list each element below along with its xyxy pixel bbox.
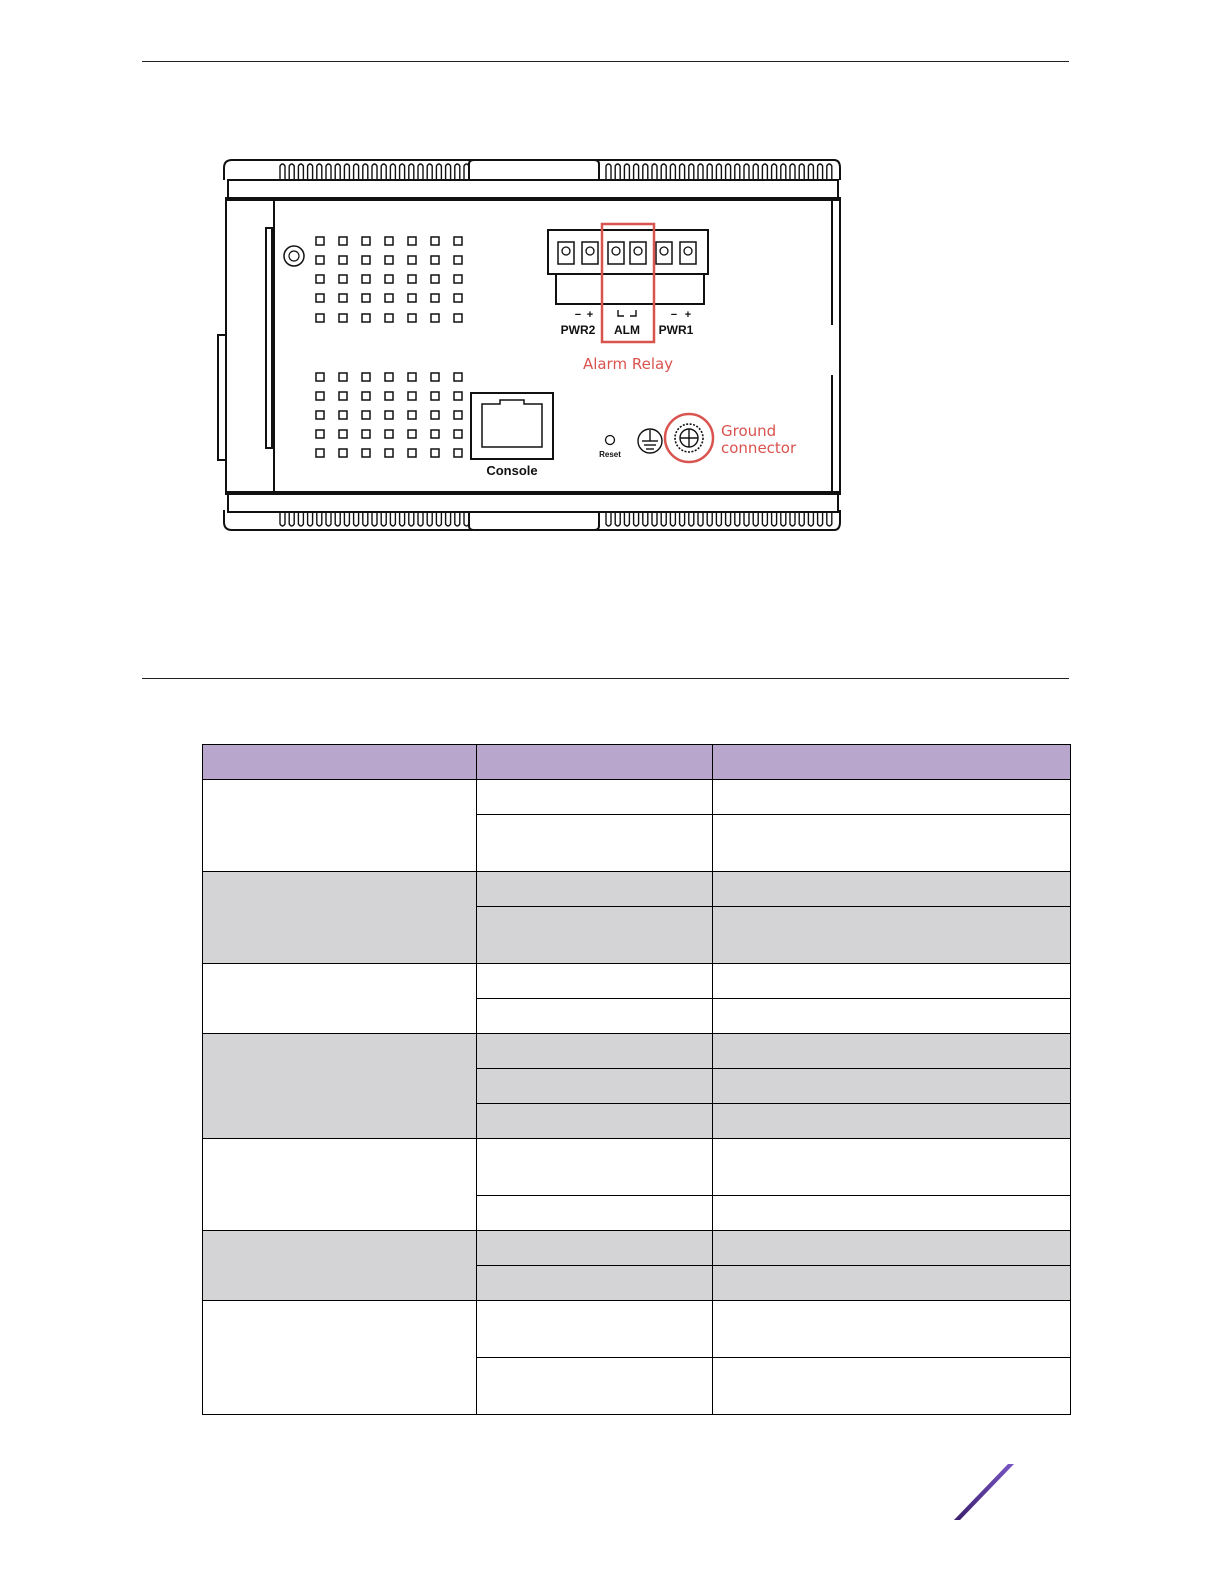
table-header-row (203, 745, 1071, 780)
vent-fin (455, 512, 460, 526)
vent-hole (362, 294, 370, 302)
brand-slash-logo-icon (950, 1462, 1016, 1522)
vent-fin (354, 164, 359, 180)
console-port-icon (471, 393, 553, 459)
vent-fin (390, 512, 395, 526)
vent-fin (744, 164, 749, 180)
vent-fin (400, 164, 405, 180)
vent-hole (316, 237, 324, 245)
vent-hole (454, 392, 462, 400)
vent-hole (454, 294, 462, 302)
ground-screw-icon (675, 424, 703, 452)
vent-fin (643, 512, 648, 526)
table-cell (713, 780, 1071, 815)
table-cell (203, 1231, 477, 1301)
vent-hole (431, 392, 439, 400)
pwr2-plus-sign: + (586, 309, 594, 321)
vent-fin (289, 512, 294, 526)
vent-fin (280, 164, 285, 180)
vent-hole (454, 449, 462, 457)
table-cell (477, 1358, 713, 1415)
vent-hole (316, 275, 324, 283)
vent-fin (317, 512, 322, 526)
vent-fin (455, 164, 460, 180)
vent-fin (698, 164, 703, 180)
vent-hole (362, 449, 370, 457)
vent-hole (431, 430, 439, 438)
table-cell (477, 1301, 713, 1358)
section-rule (142, 678, 1069, 679)
alarm-relay-callout: Alarm Relay (582, 355, 674, 373)
vent-fin (652, 164, 657, 180)
vent-fin (634, 512, 639, 526)
vent-fin (661, 512, 666, 526)
vent-hole (316, 411, 324, 419)
vent-hole (408, 449, 416, 457)
vent-fin (808, 512, 813, 526)
table-cell (477, 1196, 713, 1231)
vent-hole (431, 411, 439, 419)
vent-fin (446, 164, 451, 180)
vent-fin (308, 512, 313, 526)
vent-hole (454, 237, 462, 245)
vent-fin (372, 512, 377, 526)
vent-hole (408, 392, 416, 400)
vent-fin (818, 512, 823, 526)
vent-fin (363, 164, 368, 180)
table-header-cell (477, 745, 713, 780)
vent-hole (385, 256, 393, 264)
vent-fin (354, 512, 359, 526)
vent-fin (661, 164, 666, 180)
table-cell (477, 872, 713, 907)
table-cell (713, 815, 1071, 872)
vent-hole (316, 294, 324, 302)
table-cell (713, 1266, 1071, 1301)
terminal-screw-icon (562, 247, 570, 255)
alm-label: ALM (614, 323, 640, 337)
vent-hole (385, 411, 393, 419)
vent-fin (634, 164, 639, 180)
vent-hole (454, 373, 462, 381)
pwr2-label: PWR2 (560, 323, 596, 337)
vent-fin (716, 164, 721, 180)
vent-fin (689, 512, 694, 526)
vent-hole (431, 314, 439, 322)
table-cell (203, 872, 477, 964)
table-cell (713, 1301, 1071, 1358)
vent-fin (436, 164, 441, 180)
pwr1-label: PWR1 (658, 323, 694, 337)
terminal-screw-icon (612, 247, 620, 255)
vent-hole (454, 314, 462, 322)
vent-fin (753, 164, 758, 180)
header-rule (142, 61, 1069, 62)
vent-hole (385, 314, 393, 322)
terminal-slot (608, 242, 624, 264)
vent-hole (316, 430, 324, 438)
specification-table (202, 744, 1071, 1415)
vent-hole (339, 237, 347, 245)
table-cell (713, 1034, 1071, 1069)
terminal-slot (680, 242, 696, 264)
table-cell (203, 1034, 477, 1139)
ground-callout-line2: connector (721, 439, 797, 457)
vent-fin (372, 164, 377, 180)
vent-fin (381, 512, 386, 526)
vent-fin (726, 164, 731, 180)
vent-fin (409, 512, 414, 526)
vent-fin (624, 164, 629, 180)
table-row (203, 1034, 1071, 1069)
vent-hole (362, 275, 370, 283)
vent-hole (339, 411, 347, 419)
vent-hole (431, 373, 439, 381)
vent-fin (827, 512, 832, 526)
vent-hole (362, 256, 370, 264)
table-cell (477, 964, 713, 999)
terminal-slot (558, 242, 574, 264)
vent-hole (339, 314, 347, 322)
vent-fin (781, 512, 786, 526)
vent-hole (408, 256, 416, 264)
vent-hole (316, 449, 324, 457)
lower-vent-grid (316, 373, 462, 457)
vent-hole (316, 373, 324, 381)
table-cell (477, 1069, 713, 1104)
vent-fin (418, 164, 423, 180)
vent-hole (339, 449, 347, 457)
reset-button-icon (606, 436, 615, 445)
vent-fin (790, 512, 795, 526)
vent-fin (615, 512, 620, 526)
table-cell (477, 1034, 713, 1069)
vent-fin (400, 512, 405, 526)
table-cell (713, 1358, 1071, 1415)
terminal-block (548, 230, 708, 304)
vent-fin (344, 512, 349, 526)
vent-fin (418, 512, 423, 526)
vent-hole (385, 237, 393, 245)
vent-fin (427, 164, 432, 180)
table-cell (203, 780, 477, 872)
pwr1-plus-sign: + (684, 309, 692, 321)
vent-hole (408, 314, 416, 322)
vent-hole (385, 275, 393, 283)
vent-fin (652, 512, 657, 526)
vent-hole (362, 314, 370, 322)
vent-hole (454, 430, 462, 438)
table-cell (713, 907, 1071, 964)
vent-fin (680, 164, 685, 180)
vent-fin (781, 164, 786, 180)
vent-fin (436, 512, 441, 526)
vent-fin (790, 164, 795, 180)
vent-hole (339, 256, 347, 264)
vent-fin (326, 164, 331, 180)
vent-hole (408, 373, 416, 381)
vent-hole (362, 237, 370, 245)
vent-fin (344, 164, 349, 180)
vent-hole (316, 256, 324, 264)
table-cell (713, 1104, 1071, 1139)
vent-hole (431, 237, 439, 245)
vent-fin (326, 512, 331, 526)
vent-fin (808, 164, 813, 180)
table-cell (477, 1231, 713, 1266)
vent-hole (408, 237, 416, 245)
terminal-slot (656, 242, 672, 264)
console-label: Console (486, 463, 538, 478)
vent-fin (335, 512, 340, 526)
vent-fin (670, 164, 675, 180)
vent-fin (308, 164, 313, 180)
vent-hole (339, 392, 347, 400)
vent-hole (385, 373, 393, 381)
vent-fin (799, 512, 804, 526)
vent-fin (446, 512, 451, 526)
table-row (203, 1301, 1071, 1358)
vent-fin (427, 512, 432, 526)
vent-hole (362, 373, 370, 381)
vent-hole (362, 392, 370, 400)
reset-label: Reset (599, 450, 621, 459)
vent-fin (735, 164, 740, 180)
table-row (203, 872, 1071, 907)
vent-fin (698, 512, 703, 526)
vent-fin (827, 164, 832, 180)
vent-fin (707, 512, 712, 526)
table-cell (713, 1196, 1071, 1231)
mount-screw-icon (284, 246, 304, 266)
vent-fin (624, 512, 629, 526)
table-cell (713, 1069, 1071, 1104)
vent-fin (615, 164, 620, 180)
vent-fin (409, 164, 414, 180)
vent-hole (385, 430, 393, 438)
table-cell (477, 1266, 713, 1301)
table-cell (477, 907, 713, 964)
ground-callout-line1: Ground (721, 422, 777, 440)
vent-hole (454, 411, 462, 419)
vent-hole (431, 256, 439, 264)
vent-fin (762, 164, 767, 180)
earth-symbol-icon (638, 429, 662, 453)
vent-fin (753, 512, 758, 526)
vent-hole (316, 314, 324, 322)
table-cell (713, 999, 1071, 1034)
table-cell (713, 872, 1071, 907)
terminal-slot (630, 242, 646, 264)
table-cell (713, 1139, 1071, 1196)
vent-fin (762, 512, 767, 526)
vent-hole (431, 275, 439, 283)
vent-fin (317, 164, 322, 180)
vent-fin (606, 164, 611, 180)
terminal-screw-icon (660, 247, 668, 255)
vent-hole (408, 430, 416, 438)
vent-fin (363, 512, 368, 526)
vent-hole (339, 373, 347, 381)
table-header-cell (203, 745, 477, 780)
table-cell (713, 1231, 1071, 1266)
table-row (203, 1231, 1071, 1266)
vent-hole (339, 294, 347, 302)
device-top-panel-figure (214, 150, 854, 550)
terminal-screw-icon (586, 247, 594, 255)
terminal-slot (582, 242, 598, 264)
vent-fin (381, 164, 386, 180)
vent-fin (606, 512, 611, 526)
vent-hole (316, 392, 324, 400)
vent-fin (289, 164, 294, 180)
vent-hole (385, 449, 393, 457)
table-row (203, 780, 1071, 815)
vent-hole (385, 294, 393, 302)
table-cell (713, 964, 1071, 999)
table-row (203, 1139, 1071, 1196)
vent-fin (689, 164, 694, 180)
vent-fin (799, 164, 804, 180)
table-row (203, 964, 1071, 999)
terminal-screw-icon (684, 247, 692, 255)
vent-hole (362, 411, 370, 419)
pwr1-minus-sign: − (670, 309, 678, 321)
bottom-vent-fins (280, 512, 832, 526)
table-header-cell (713, 745, 1071, 780)
vent-hole (362, 430, 370, 438)
vent-fin (772, 164, 777, 180)
vent-hole (454, 275, 462, 283)
vent-hole (408, 294, 416, 302)
vent-fin (390, 164, 395, 180)
vent-fin (335, 164, 340, 180)
vent-fin (280, 512, 285, 526)
vent-fin (735, 512, 740, 526)
vent-fin (298, 512, 303, 526)
table-cell (203, 1301, 477, 1415)
vent-hole (339, 275, 347, 283)
table-cell (477, 815, 713, 872)
top-vent-fins (280, 164, 832, 180)
vent-fin (716, 512, 721, 526)
vent-fin (726, 512, 731, 526)
vent-fin (744, 512, 749, 526)
pwr2-minus-sign: − (574, 309, 582, 321)
vent-hole (408, 411, 416, 419)
vent-fin (298, 164, 303, 180)
vent-fin (643, 164, 648, 180)
vent-fin (670, 512, 675, 526)
vent-hole (385, 392, 393, 400)
vent-fin (680, 512, 685, 526)
table-cell (203, 964, 477, 1034)
table-cell (477, 1139, 713, 1196)
vent-hole (454, 256, 462, 264)
table-cell (203, 1139, 477, 1231)
table-cell (477, 999, 713, 1034)
vent-fin (818, 164, 823, 180)
vent-hole (431, 294, 439, 302)
alm-bracket-icon (618, 310, 636, 316)
table-cell (477, 1104, 713, 1139)
table-cell (477, 780, 713, 815)
vent-fin (707, 164, 712, 180)
vent-hole (431, 449, 439, 457)
vent-fin (772, 512, 777, 526)
terminal-screw-icon (634, 247, 642, 255)
upper-vent-grid (316, 237, 462, 322)
vent-hole (339, 430, 347, 438)
vent-hole (408, 275, 416, 283)
